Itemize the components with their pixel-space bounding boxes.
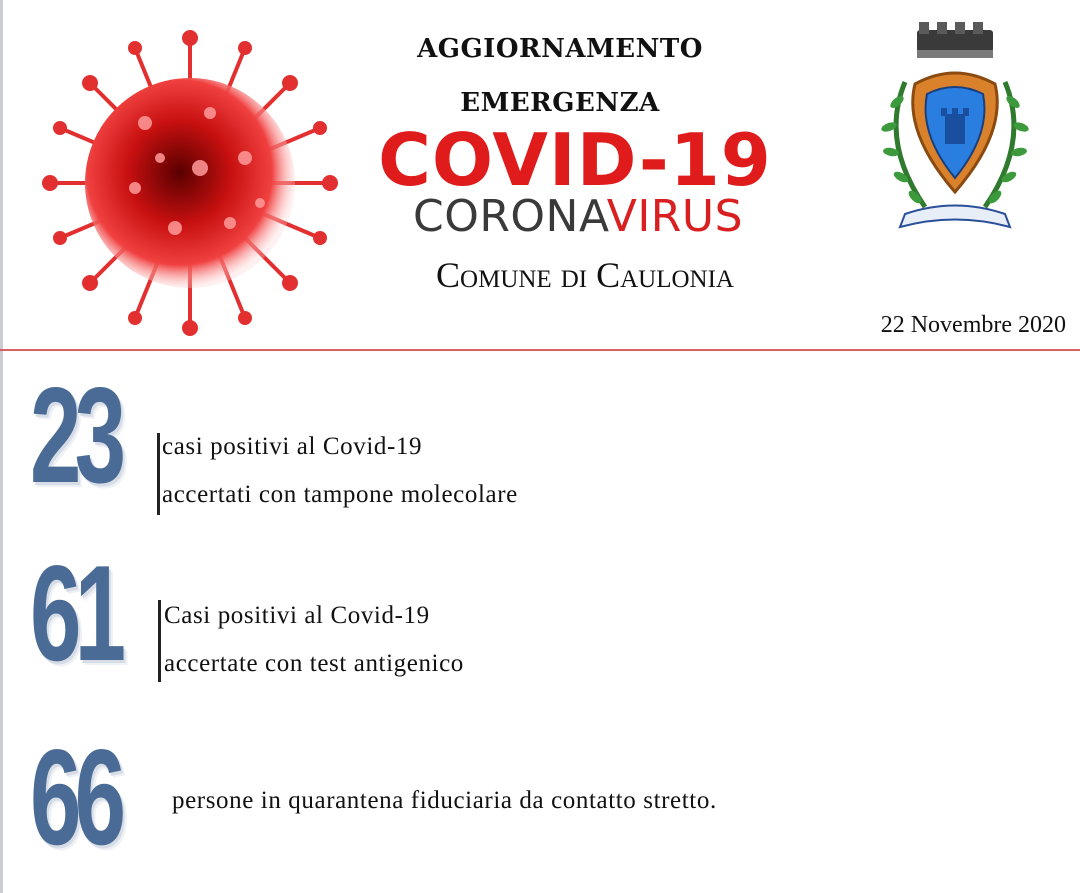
stat-line-1: casi positivi al Covid-19: [162, 433, 423, 460]
header-divider: [0, 349, 1080, 351]
stat-line-1: Casi positivi al Covid-19: [164, 602, 430, 629]
covid-title: COVID-19: [378, 118, 772, 202]
date-label: 22 Novembre 2020: [880, 312, 1066, 338]
stat-value-positive-antigenic: 61: [30, 537, 120, 689]
stat-line-1: persone in quarantena fiduciaria da contatto stretto.: [172, 787, 717, 814]
stat-line-2: accertati con tampone molecolare: [162, 481, 518, 508]
virus-illustration-icon: [40, 28, 340, 338]
corona-text: CORONA: [412, 191, 607, 242]
coronavirus-title: [378, 192, 778, 242]
heading-aggiornamento: AGGIORNAMENTO: [417, 34, 703, 64]
virus-text: VIRUS: [606, 191, 744, 242]
stat-bracket: [157, 433, 160, 515]
heading-emergenza: EMERGENZA: [460, 88, 660, 118]
left-edge-border: [0, 0, 3, 893]
stat-bracket: [158, 600, 161, 682]
comune-title: Comune di Caulonia: [436, 255, 734, 295]
stat-line-2: accertate con test antigenico: [164, 650, 464, 677]
stat-value-quarantine: 66: [30, 721, 120, 873]
stat-value-positive-molecular: 23: [30, 359, 120, 511]
coat-of-arms-icon: [875, 22, 1035, 237]
